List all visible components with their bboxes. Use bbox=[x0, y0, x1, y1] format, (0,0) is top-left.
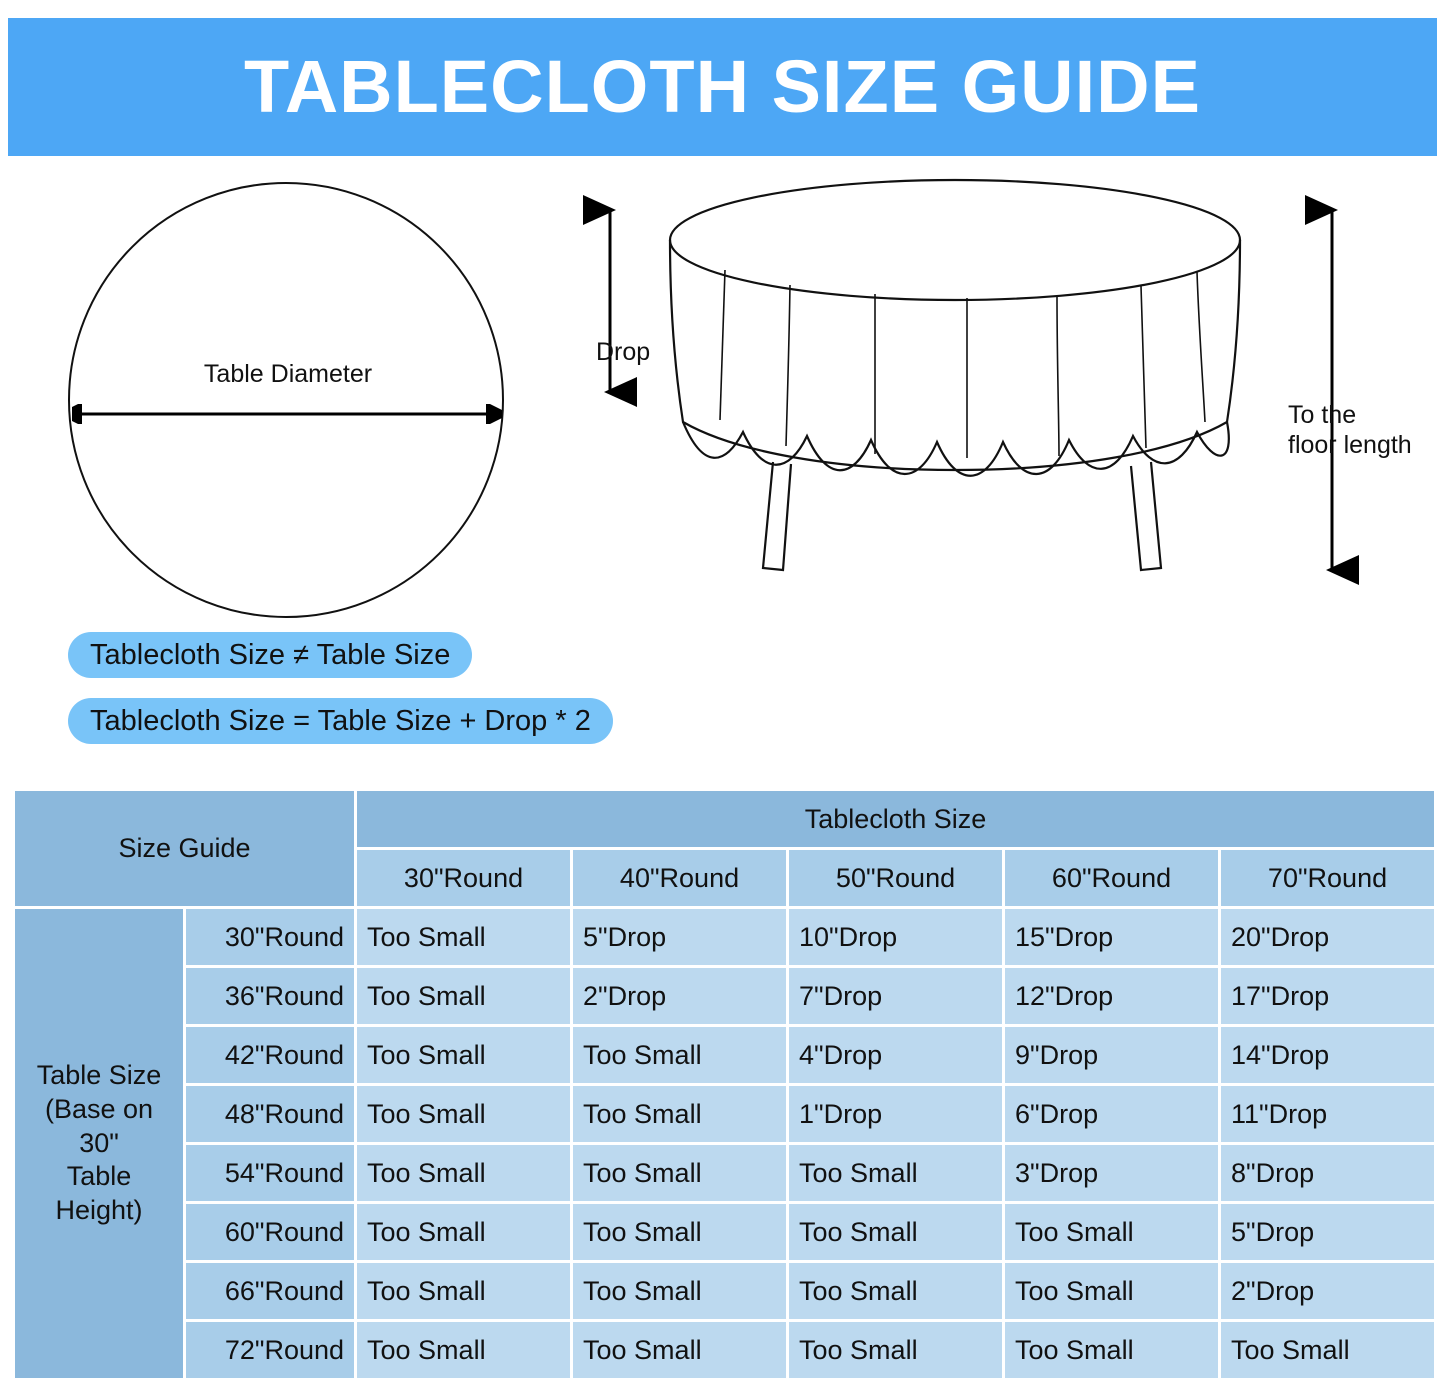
row-group-label-line2: (Base on 30" bbox=[44, 1093, 154, 1158]
cell-1-2: 7"Drop bbox=[789, 968, 1002, 1024]
page-title: TABLECLOTH SIZE GUIDE bbox=[244, 45, 1201, 128]
cell-4-3: 3"Drop bbox=[1005, 1145, 1218, 1201]
cell-2-0: Too Small bbox=[357, 1027, 570, 1083]
drop-label: Drop bbox=[596, 338, 651, 366]
cell-5-3: Too Small bbox=[1005, 1204, 1218, 1260]
table-header-row-group bbox=[15, 791, 1434, 847]
cell-2-4: 14"Drop bbox=[1221, 1027, 1434, 1083]
cell-1-0: Too Small bbox=[357, 968, 570, 1024]
header-banner bbox=[8, 18, 1437, 156]
cell-6-3: Too Small bbox=[1005, 1263, 1218, 1319]
row-header-42: 42"Round bbox=[186, 1027, 354, 1083]
size-guide-corner-title: Size Guide bbox=[15, 791, 354, 906]
row-header-72: 72"Round bbox=[186, 1322, 354, 1378]
cell-0-0: Too Small bbox=[357, 909, 570, 965]
cell-1-1: 2"Drop bbox=[573, 968, 786, 1024]
row-header-54: 54"Round bbox=[186, 1145, 354, 1201]
row-header-30: 30"Round bbox=[186, 909, 354, 965]
cell-0-3: 15"Drop bbox=[1005, 909, 1218, 965]
note-pill-formula-text: Tablecloth Size = Table Size + Drop * 2 bbox=[90, 704, 591, 737]
note-pill-not-equal-text: Tablecloth Size ≠ Table Size bbox=[90, 638, 451, 671]
column-header-50: 50"Round bbox=[789, 850, 1002, 906]
cell-7-2: Too Small bbox=[789, 1322, 1002, 1378]
cell-5-0: Too Small bbox=[357, 1204, 570, 1260]
cell-7-4: Too Small bbox=[1221, 1322, 1434, 1378]
note-pill-not-equal bbox=[68, 632, 472, 678]
cell-5-2: Too Small bbox=[789, 1204, 1002, 1260]
floor-length-label bbox=[1288, 400, 1412, 460]
round-table-outline-icon bbox=[68, 182, 504, 618]
cell-1-3: 12"Drop bbox=[1005, 968, 1218, 1024]
cell-5-1: Too Small bbox=[573, 1204, 786, 1260]
cell-3-1: Too Small bbox=[573, 1086, 786, 1142]
cell-6-1: Too Small bbox=[573, 1263, 786, 1319]
cell-6-4: 2"Drop bbox=[1221, 1263, 1434, 1319]
column-header-40: 40"Round bbox=[573, 850, 786, 906]
table-row bbox=[15, 1086, 1434, 1142]
column-header-30: 30"Round bbox=[357, 850, 570, 906]
row-header-66: 66"Round bbox=[186, 1263, 354, 1319]
table-row bbox=[15, 1204, 1434, 1260]
diameter-arrow-icon bbox=[72, 404, 502, 424]
cell-6-0: Too Small bbox=[357, 1263, 570, 1319]
column-header-70: 70"Round bbox=[1221, 850, 1434, 906]
illustration-area bbox=[0, 160, 1445, 780]
cell-7-3: Too Small bbox=[1005, 1322, 1218, 1378]
cell-3-4: 11"Drop bbox=[1221, 1086, 1434, 1142]
cell-4-2: Too Small bbox=[789, 1145, 1002, 1201]
cell-5-4: 5"Drop bbox=[1221, 1204, 1434, 1260]
table-row bbox=[15, 1263, 1434, 1319]
table-row bbox=[15, 909, 1434, 965]
row-header-60: 60"Round bbox=[186, 1204, 354, 1260]
cell-6-2: Too Small bbox=[789, 1263, 1002, 1319]
cell-3-0: Too Small bbox=[357, 1086, 570, 1142]
cell-2-2: 4"Drop bbox=[789, 1027, 1002, 1083]
cell-0-4: 20"Drop bbox=[1221, 909, 1434, 965]
size-guide-table bbox=[12, 788, 1437, 1381]
cell-3-3: 6"Drop bbox=[1005, 1086, 1218, 1142]
table-diameter-label: Table Diameter bbox=[203, 360, 373, 388]
row-group-label-line1: Table Size bbox=[36, 1060, 162, 1091]
cell-7-0: Too Small bbox=[357, 1322, 570, 1378]
cell-3-2: 1"Drop bbox=[789, 1086, 1002, 1142]
cell-4-1: Too Small bbox=[573, 1145, 786, 1201]
row-header-36: 36"Round bbox=[186, 968, 354, 1024]
table-row bbox=[15, 968, 1434, 1024]
table-row bbox=[15, 1322, 1434, 1378]
cell-1-4: 17"Drop bbox=[1221, 968, 1434, 1024]
cell-2-3: 9"Drop bbox=[1005, 1027, 1218, 1083]
cell-4-4: 8"Drop bbox=[1221, 1145, 1434, 1201]
cell-7-1: Too Small bbox=[573, 1322, 786, 1378]
floor-length-label-line1: To the bbox=[1288, 401, 1357, 429]
table-row bbox=[15, 1145, 1434, 1201]
draped-table-illustration bbox=[575, 170, 1405, 660]
row-group-label bbox=[15, 909, 183, 1378]
cell-2-1: Too Small bbox=[573, 1027, 786, 1083]
table-row bbox=[15, 1027, 1434, 1083]
table-diameter-diagram bbox=[68, 182, 508, 622]
cell-0-2: 10"Drop bbox=[789, 909, 1002, 965]
note-pill-formula bbox=[68, 698, 613, 744]
row-group-label-line3: Table Height) bbox=[55, 1161, 143, 1226]
column-group-title: Tablecloth Size bbox=[357, 791, 1434, 847]
row-header-48: 48"Round bbox=[186, 1086, 354, 1142]
floor-length-label-line2: floor length bbox=[1288, 431, 1412, 459]
column-header-60: 60"Round bbox=[1005, 850, 1218, 906]
cell-4-0: Too Small bbox=[357, 1145, 570, 1201]
cell-0-1: 5"Drop bbox=[573, 909, 786, 965]
